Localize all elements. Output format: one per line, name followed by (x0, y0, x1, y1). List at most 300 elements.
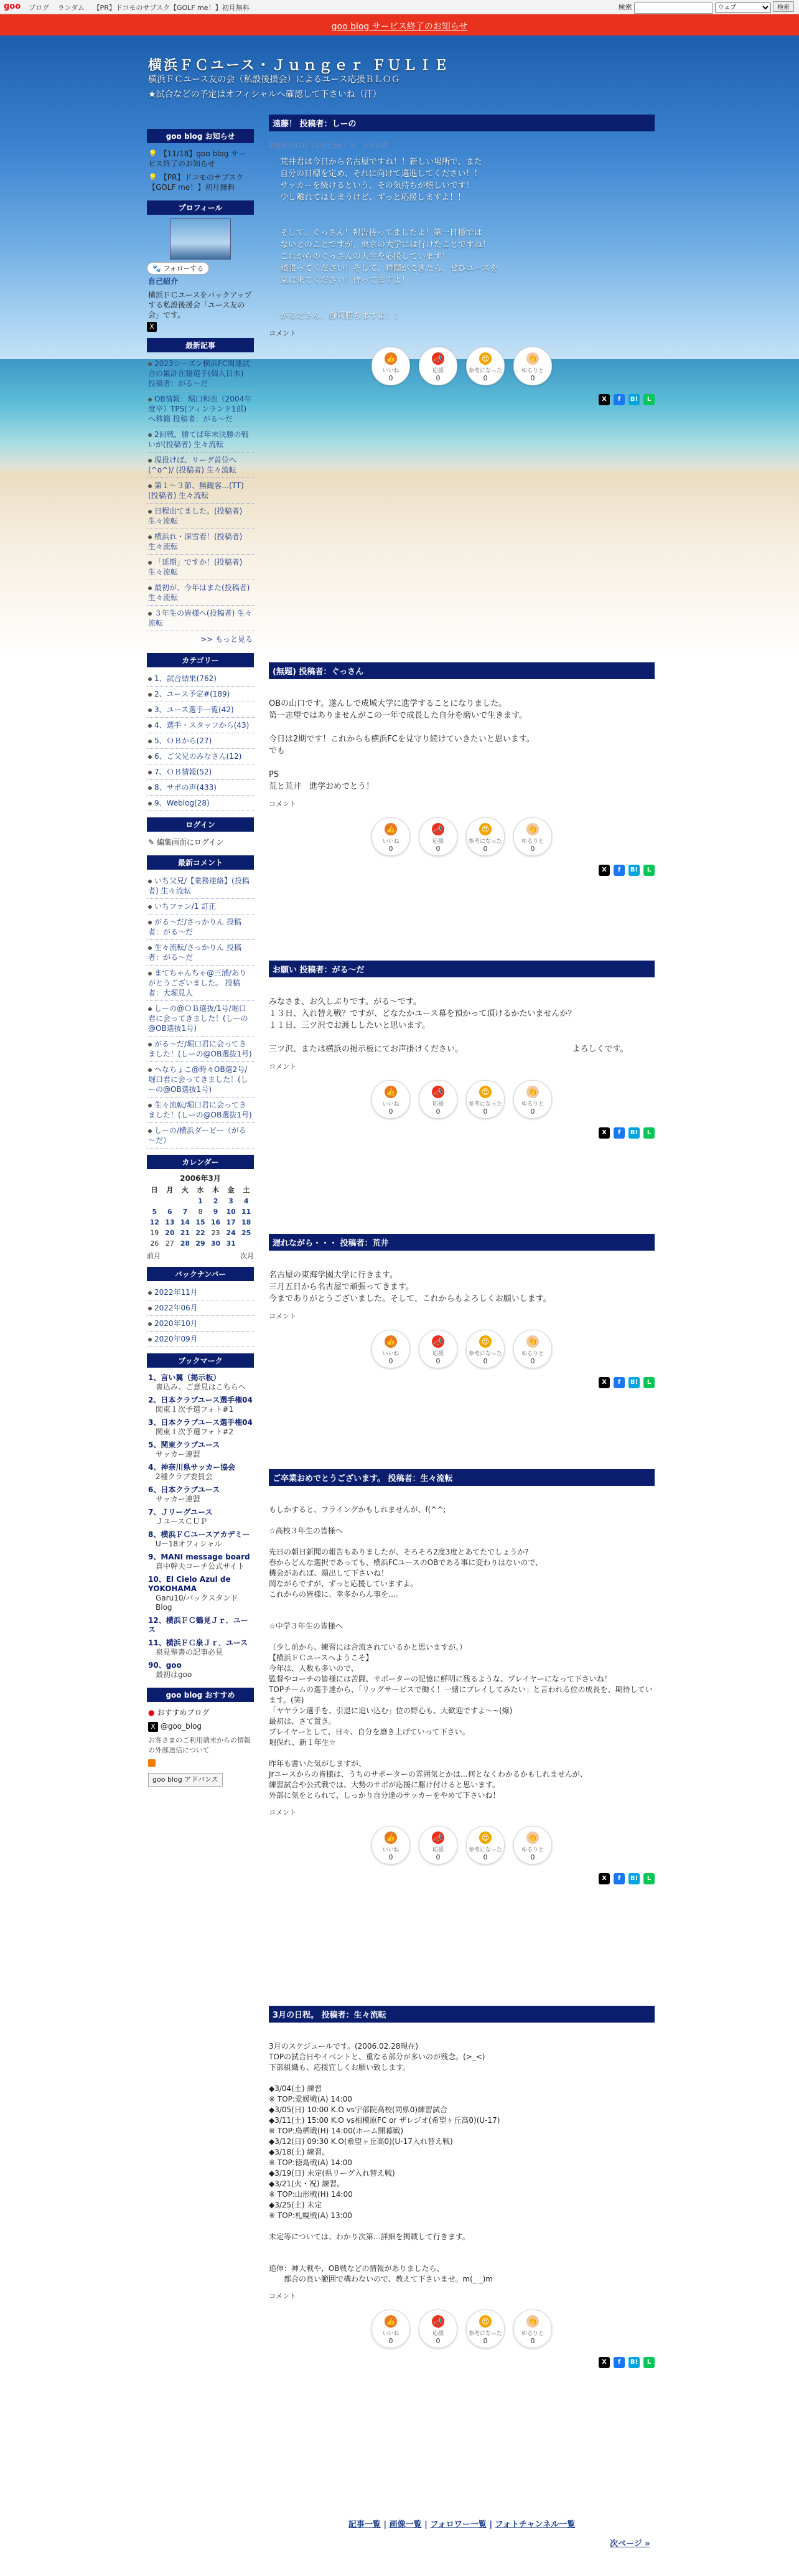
line-share-icon[interactable]: L (643, 2357, 655, 2368)
recent-post-item[interactable] (147, 529, 254, 555)
service-notice-link[interactable]: goo blog サービス終了のお知らせ (331, 22, 468, 32)
footer-links: 記事一覧 | 画像一覧 | フォロワー一覧 | フォトチャンネル一覧 (348, 2520, 576, 2529)
facebook-share-icon[interactable]: f (614, 1377, 625, 1388)
category-item[interactable] (147, 796, 254, 811)
follow-button[interactable] (147, 262, 209, 275)
post-body: みなさま、お久しぶりです。がる～です。 １３日、入れ替え戦？ですが、どなたかユース幕を預かって頂けるかたいませんか？ １１日、三ツ沢でお渡ししたいと思います。 三ツ沢、または横浜の掲示板にてお声掛けください。 よろしくです。 (269, 997, 628, 1054)
post-body: もしかすると、フライングかもしれませんが、f(^^; ☆高校３年生の皆様へ 先日の朝日新聞の報告もありましたが、そろそろ2度3度とあてたでしょうか? 春からどんな選択であっても、横浜FCユースのOBである事に変わりはないので、 機会があれば、顔出して下さいね！ 岡ながらですが、ずっと応援していますよ。 これからの皆様に、幸多からん事を…。 ☆中学３年生の皆様へ （少し前から、練習には合流されているかと思いますが。） 【横浜ＦＣユースへようこそ】 今年は、人数も多いので、 監督やコーチの皆様には苦闘、サポーターの記憶に鮮明に残るような、プレイヤーになって下さいね！ TOPチームの選手達から、「リッグサービスで働く！一緒にプレイしてみたい」と言われる位の成長を、期待しています。(笑) 「ヤヤラン選手を、引退に追い込む」位の野心も、大歓迎ですよ～~(爆) 最初は、さて置き。 プレイヤーとして、日々、自分を磨き上げていって下さい。 堀保れ、新１年生☆ 昨年も書いた気がしますが、 Jrユースからの皆様は、うちのサポーターの雰囲気とかは…何となくわかるかもしれませんが、 練習試合や公式戦では、大勢のサポが応援に駆け付けると思います。 外部に気をとられて、しっかり自分達のサッカーをやめて下さいね！ (269, 1505, 653, 1800)
hatena-share-icon[interactable]: B! (628, 1127, 640, 1139)
calendar-day: 23 (211, 1229, 220, 1237)
bullet-icon (148, 1068, 152, 1072)
comment-item[interactable] (147, 1001, 254, 1037)
bookmark-title[interactable]: 5、関東クラブユース (148, 1441, 220, 1449)
backnumber-link[interactable]: 2020年09月 (154, 1335, 198, 1343)
footer-link-photo-channels[interactable]: フォトチャンネル一覧 (495, 2520, 576, 2529)
calendar-day[interactable]: 7 (182, 1208, 188, 1216)
reaction-count: 0 (436, 374, 441, 382)
footer-link-articles[interactable]: 記事一覧 (348, 2520, 381, 2529)
comment-link[interactable]: がる～だ/さっかりん 投稿者：がる～だ (148, 918, 241, 936)
blog-post (269, 662, 655, 876)
goo-recommend-heading: goo blog おすすめ (147, 1688, 254, 1702)
backnumber-link[interactable]: 2022年06月 (154, 1304, 198, 1312)
comment-item[interactable] (147, 1123, 254, 1149)
category-link[interactable]: 8、サポの声(433) (154, 783, 217, 792)
recommend-blog-link[interactable] (147, 1706, 254, 1719)
clap-icon: 👏 (526, 2315, 539, 2328)
x-share-icon[interactable]: X (599, 865, 610, 876)
reaction-helpful[interactable] (466, 347, 505, 385)
share-buttons (269, 394, 655, 405)
recent-post-link[interactable]: ３年生の皆様へ(投稿者) 生々流転 (148, 609, 253, 628)
x-share-icon[interactable]: X (599, 2357, 610, 2368)
comment-link[interactable]: しーの@ＯＢ選抜/1号/堀口君に会ってきました！(しーの@OB選抜1号) (148, 1004, 248, 1033)
post-date[interactable]: 2006-03-05 21:01:56 | ５、サポの声 (269, 141, 390, 149)
recent-post-link[interactable]: 最初が、今年はまた(投稿者) 生々流転 (148, 583, 250, 602)
recent-post-link[interactable]: 現役けば、リーグ首位へ(^o^)/ (投稿者) 生々流転 (148, 456, 237, 474)
search-button[interactable]: 検索 (773, 1, 794, 12)
post-title[interactable]: 遅れながら・・・ 投稿者：荒井 (269, 1234, 655, 1251)
x-share-icon[interactable]: X (599, 394, 610, 405)
goo-notice-item[interactable] (147, 147, 254, 171)
line-share-icon[interactable]: L (643, 865, 655, 876)
category-heading: カテゴリー (147, 653, 254, 667)
thumbs-up-icon: 👍 (385, 823, 397, 835)
bookmark-title[interactable]: 11、横浜ＦＣ泉Ｊｒ．ユース (148, 1638, 248, 1647)
x-icon[interactable]: X (147, 322, 157, 332)
calendar-table (147, 1183, 254, 1249)
thumbs-up-icon: 👍 (385, 1086, 397, 1098)
calendar-day[interactable]: 16 (210, 1218, 221, 1226)
reaction-like[interactable] (371, 347, 410, 385)
backnumber-item[interactable] (147, 1285, 254, 1300)
topbar-link-random[interactable]: ランダム (57, 4, 85, 12)
goo-notice-text[interactable]: 【11/18】goo blog サービス終了のお知らせ (148, 149, 246, 168)
calendar-week-row (147, 1196, 254, 1206)
calendar-day[interactable]: 24 (226, 1229, 236, 1237)
hatena-share-icon[interactable]: B! (628, 1873, 640, 1884)
category-link[interactable]: 7、ＯＢ情報(52) (154, 768, 212, 776)
reaction-label: いいね (382, 2331, 400, 2337)
calendar-prev-link[interactable]: 前月 (147, 1252, 161, 1260)
recent-post-item[interactable] (147, 392, 254, 427)
comment-item[interactable] (147, 1098, 254, 1123)
bookmark-item[interactable] (147, 1528, 254, 1551)
blog-description-line-2: ★試合などの予定はオフィシャルへ確認して下さいね（汗） (148, 90, 381, 100)
clap-icon: 👏 (526, 1831, 539, 1844)
comments-heading: 最新コメント (147, 855, 254, 870)
profile-image[interactable] (170, 219, 231, 260)
reaction-clap[interactable] (513, 817, 552, 856)
calendar-day[interactable]: 6 (167, 1208, 172, 1216)
comment-link[interactable]: しーの/横浜ダービー（がる～だ） (148, 1126, 246, 1145)
recent-post-item[interactable] (147, 356, 254, 392)
comment-item[interactable] (147, 966, 254, 1001)
bookmark-item[interactable] (147, 1483, 254, 1506)
calendar-day[interactable]: 30 (210, 1239, 221, 1248)
post-title[interactable]: 遠藤！ 投稿者：しーの (269, 115, 655, 131)
reaction-clap[interactable] (513, 1826, 552, 1864)
reaction-label: ゆるりと (521, 1101, 544, 1107)
calendar-day[interactable]: 18 (241, 1218, 251, 1226)
calendar-day[interactable]: 3 (228, 1197, 233, 1205)
reaction-label: 参考になった (468, 2331, 502, 2337)
bullet-icon (148, 1129, 152, 1133)
bookmark-item[interactable] (147, 1371, 254, 1394)
bookmark-title[interactable]: 8、横浜ＦＣユースアカデミー (148, 1530, 250, 1539)
calendar-day[interactable]: 14 (180, 1218, 190, 1226)
login-link-text[interactable]: 編集画面にログイン (156, 838, 224, 847)
reaction-like[interactable] (371, 1330, 410, 1368)
calendar-day[interactable]: 9 (213, 1208, 218, 1216)
line-share-icon[interactable]: L (643, 1127, 655, 1139)
recent-post-link[interactable]: 2023シーズン横浜FC関連試合の累計在籍選手(個人日本) 投稿者：がる～だ (148, 359, 250, 388)
facebook-share-icon[interactable]: f (614, 865, 625, 876)
bookmark-item[interactable] (147, 1637, 254, 1659)
calendar-next-link[interactable]: 次月 (240, 1252, 254, 1260)
bullet-icon (148, 802, 152, 806)
comment-link[interactable]: ヘなちょこ@時々OB選2号/堀口君に会ってきました！(しーの@OB選抜1号) (148, 1065, 248, 1094)
hatena-share-icon[interactable]: B! (628, 394, 640, 405)
comment-link[interactable]: いち父兄/【業務連絡】(投稿者) 生々流転 (148, 877, 250, 895)
category-link[interactable]: 4、選手・スタッフから(43) (154, 721, 250, 730)
comment-link[interactable]: 生々流転/さっかりん 投稿者：がる～だ (148, 943, 241, 962)
calendar-day (177, 1196, 193, 1206)
recent-post-item[interactable] (147, 555, 254, 580)
blog-title[interactable]: 横浜ＦＣユース・Ｊｕｎｇｅｒ ＦＵＬＩＥ (148, 58, 450, 73)
x-share-icon[interactable]: X (599, 1377, 610, 1388)
sidebar (147, 123, 254, 1789)
reaction-label: ゆるりと (521, 368, 544, 374)
recent-post-item[interactable] (147, 427, 254, 453)
hatena-share-icon[interactable]: B! (628, 2357, 640, 2368)
bookmark-title[interactable]: 1、言い翼（掲示板） (148, 1373, 221, 1382)
goo-logo[interactable]: goo (4, 2, 21, 11)
reaction-label: ゆるりと (521, 1847, 544, 1853)
footer-link-images[interactable]: 画像一覧 (389, 2520, 422, 2529)
reaction-label: 応援 (432, 1101, 444, 1107)
bookmark-desc: 書込み、ご意見はこちらへ (156, 1383, 246, 1391)
comment-item[interactable] (147, 940, 254, 966)
recent-post-item[interactable] (147, 453, 254, 478)
calendar-day[interactable]: 4 (243, 1197, 249, 1205)
backnumber-item[interactable] (147, 1316, 254, 1332)
category-item[interactable] (147, 749, 254, 764)
recent-post-link[interactable]: 「延期」ですか！(投稿者) 生々流転 (148, 558, 243, 576)
comment-item[interactable] (147, 1037, 254, 1062)
category-item[interactable] (147, 733, 254, 749)
data-transmission-notice[interactable]: お客さまのご利用端末からの情報の外部送信について (148, 1736, 251, 1754)
next-page-link[interactable]: 次ページ » (610, 2539, 650, 2549)
comment-item[interactable] (147, 899, 254, 914)
weekday: 水 (197, 1186, 204, 1194)
post-title[interactable]: お願い 投稿者：がる～だ (269, 961, 655, 977)
calendar-day[interactable]: 17 (226, 1218, 236, 1226)
footer-link-followers[interactable]: フォロワー一覧 (430, 2520, 487, 2529)
reaction-count: 0 (483, 374, 488, 382)
reaction-count: 0 (530, 1853, 535, 1861)
category-item[interactable] (147, 702, 254, 718)
weekday: 日 (151, 1186, 158, 1194)
backnumber-link[interactable]: 2022年11月 (154, 1288, 198, 1297)
post-title[interactable]: ご卒業おめでとうございます。 投稿者：生々流転 (269, 1469, 655, 1486)
hatena-share-icon[interactable]: B! (628, 865, 640, 876)
reaction-label: いいね (382, 1847, 400, 1853)
calendar-day (162, 1196, 178, 1206)
comment-link[interactable]: 生々流転/堀口君に会ってきました！(しーの@OB選抜1号) (148, 1101, 252, 1119)
bullet-icon (148, 740, 152, 743)
post-title[interactable]: 3月の日程。 投稿者：生々流転 (269, 2006, 655, 2023)
category-item[interactable] (147, 671, 254, 687)
goo-blog-x-handle[interactable]: @goo_blog (160, 1722, 202, 1731)
reaction-helpful[interactable] (466, 817, 505, 856)
recent-post-link[interactable]: 横浜れ・深雪着！(投稿者) 生々流転 (148, 532, 243, 551)
thumbs-up-icon: 👍 (385, 352, 397, 365)
line-share-icon[interactable]: L (643, 1377, 655, 1388)
bookmark-desc: ＪユースＣＵＰ (156, 1517, 208, 1526)
reaction-label: 参考になった (468, 1101, 502, 1107)
calendar-week-row (147, 1206, 254, 1217)
comment-link[interactable]: いちファン/1 訂正 (154, 902, 217, 911)
backnumber-heading: バックナンバー (147, 1267, 254, 1281)
reaction-helpful[interactable] (466, 1826, 505, 1864)
sand-layer (0, 471, 799, 658)
bullet-icon (148, 484, 152, 488)
comment-item[interactable] (147, 873, 254, 899)
recommend-blog-text[interactable]: おすすめブログ (157, 1708, 210, 1717)
comment-item[interactable] (147, 1062, 254, 1098)
post-body: 3月のスケジュールです。(2006.02.28現在) TOPの試合日やイベントと、重なる部分が多いのが残念。(>_<) 下部組織も、応援宜しくお願い致します。 ◆3/04(土) 練習 ※ TOP:愛媛戦(A) 14:00 ◆3/05(日) 10:00 K.O vs宇部院高校(同県0)練習試合 ◆3/11(土) 15:00 K.O vs相模原FC or ザレジオ(希望ヶ丘高0)(U-17) ※ TOP:鳥栖戦(H) 14:00(ホーム開幕戦) ◆3/12(日) 09:30 K.O(希望ヶ丘高0)(U-17入れ替え戦) ◆3/18(土) 練習。 ※ TOP:徳島戦(A) 14:00 ◆3/19(日) 未定(県リーグ入れ替え戦) ◆3/21(火・祝) 練習。 ※ TOP:山形戦(H) 14:00 ◆3/25(土) 未定 ※ TOP:札幌戦(A) 13:00 未定等については、わかり次第…詳細を掲載して行きます。 追伸：神大戦や、OB戦などの情報がありましたら、 都合の良い範囲で構わないので、教えて下さいませ。m(_ _)m (269, 2042, 500, 2283)
reaction-count: 0 (436, 845, 441, 853)
bullet-icon (148, 612, 152, 616)
bookmark-item[interactable] (147, 1461, 254, 1483)
topbar-search (619, 1, 795, 14)
calendar-day[interactable]: 12 (149, 1218, 159, 1226)
line-share-icon[interactable]: L (643, 1873, 655, 1884)
goo-notice-text[interactable]: 【PR】ドコモのサブスク【GOLF me！】初月無料 (148, 173, 244, 192)
facebook-share-icon[interactable]: f (614, 1873, 625, 1884)
megaphone-icon: 📣 (432, 1335, 444, 1348)
calendar-day[interactable]: 20 (165, 1229, 175, 1237)
comment-link[interactable]: コメント (269, 800, 296, 808)
megaphone-icon: 📣 (432, 823, 444, 835)
reaction-like[interactable] (371, 1080, 410, 1119)
recent-post-link[interactable]: 2回戦、勝てば年末決勝の戦いが(投稿者) 生々流転 (148, 430, 249, 449)
comment-link[interactable]: コメント (269, 1312, 296, 1320)
login-link[interactable] (147, 835, 254, 849)
reaction-helpful[interactable] (466, 1080, 505, 1119)
reaction-clap[interactable] (513, 1080, 552, 1119)
comment-link[interactable]: コメント (269, 2292, 296, 2300)
recent-posts-list (147, 356, 254, 631)
facebook-share-icon[interactable]: f (614, 394, 625, 405)
comment-link[interactable]: まてちゃんちゃ@三浦/ありがとうございました。 投稿者：大堀見人 (148, 969, 247, 997)
category-item[interactable] (147, 687, 254, 702)
calendar-day[interactable]: 13 (165, 1218, 175, 1226)
calendar-day[interactable]: 5 (152, 1208, 157, 1216)
reaction-count: 0 (530, 374, 535, 382)
bullet-icon (148, 433, 152, 437)
reaction-cheer[interactable] (419, 1330, 457, 1368)
bookmark-item[interactable] (147, 1439, 254, 1461)
line-share-icon[interactable]: L (643, 394, 655, 405)
reaction-buttons (269, 1826, 655, 1864)
calendar-heading: カレンダー (147, 1155, 254, 1169)
bookmark-title[interactable]: 4、神奈川県サッカー協会 (148, 1463, 236, 1472)
category-item[interactable] (147, 764, 254, 780)
blog-post (269, 1234, 655, 1388)
bookmark-title[interactable]: 12、横浜ＦＣ鶴見Ｊｒ．ユース (148, 1616, 248, 1634)
heart-eyes-icon: 😍 (479, 1831, 492, 1844)
recent-more-link[interactable]: >> もっと見る (200, 635, 253, 644)
recent-post-link[interactable]: 日程出てました。(投稿者) 生々流転 (148, 507, 243, 525)
topbar-link-blog[interactable]: ブログ (29, 4, 49, 12)
bullet-icon (148, 561, 152, 565)
category-item[interactable] (147, 718, 254, 733)
bookmark-title[interactable]: 2、日本クラブユース選手権04 (148, 1396, 253, 1404)
thumbs-up-icon: 👍 (385, 1831, 397, 1844)
backnumber-item[interactable] (147, 1300, 254, 1316)
facebook-share-icon[interactable]: f (614, 1127, 625, 1139)
calendar-day[interactable]: 2 (213, 1197, 218, 1205)
bookmark-item[interactable] (147, 1659, 254, 1681)
blog-post (269, 115, 655, 405)
calendar-day[interactable]: 21 (180, 1229, 190, 1237)
hatena-share-icon[interactable]: B! (628, 1377, 640, 1388)
bookmark-desc: Garu10/バックスタンドBlog (156, 1594, 238, 1612)
goo-blog-advance-badge[interactable]: goo blog アドバンス (148, 1773, 223, 1787)
reaction-cheer[interactable] (419, 2310, 457, 2348)
reaction-cheer[interactable] (419, 347, 457, 385)
thumbs-up-icon: 👍 (385, 1335, 397, 1348)
bookmark-title[interactable]: 7、Ｊリーグユース (148, 1508, 213, 1516)
category-link[interactable]: 3、ユース選手一覧(42) (154, 705, 234, 714)
calendar-day[interactable]: 22 (195, 1229, 205, 1237)
reaction-buttons (269, 2310, 655, 2348)
bookmark-title[interactable]: 6、日本クラブユース (148, 1485, 220, 1494)
calendar-day[interactable]: 11 (241, 1208, 251, 1216)
category-item[interactable] (147, 780, 254, 796)
comment-link[interactable]: コメント (269, 1063, 296, 1071)
heart-eyes-icon: 😍 (479, 1335, 492, 1348)
reaction-label: 参考になった (468, 1351, 502, 1357)
comment-link[interactable]: コメント (269, 1808, 296, 1817)
reaction-clap[interactable] (513, 2310, 552, 2348)
calendar-week-row (147, 1228, 254, 1238)
bookmark-item[interactable] (147, 1506, 254, 1528)
backnumber-item[interactable] (147, 1332, 254, 1347)
comment-item[interactable] (147, 914, 254, 940)
pencil-icon: ✎ (148, 838, 155, 847)
bullet-icon (148, 946, 152, 950)
reaction-label: 応援 (432, 2331, 444, 2337)
bookmark-title[interactable]: 90、goo (148, 1661, 182, 1670)
reaction-like[interactable] (371, 2310, 410, 2348)
bulb-icon: 💡 (148, 149, 157, 158)
calendar-day: 8 (198, 1208, 203, 1216)
backnumber-link[interactable]: 2020年10月 (154, 1319, 198, 1328)
category-link[interactable]: 2、ユース予定#(189) (154, 690, 230, 698)
calendar-nav (147, 1251, 254, 1261)
bookmark-item[interactable] (147, 1416, 254, 1439)
reaction-count: 0 (483, 2337, 488, 2345)
category-link[interactable]: 1、試合結果(762) (154, 674, 217, 683)
comment-link[interactable]: がる～だ/堀口君に会ってきました！(しーの@OB選抜1号) (148, 1040, 252, 1058)
calendar-day[interactable]: 31 (226, 1239, 236, 1248)
recent-post-item[interactable] (147, 606, 254, 631)
comment-link[interactable]: コメント (269, 329, 296, 337)
calendar-day[interactable]: 29 (195, 1239, 205, 1248)
bookmark-item[interactable] (147, 1573, 254, 1614)
blog-post (269, 2006, 655, 2368)
reaction-cheer[interactable] (419, 1080, 457, 1119)
weekday: 木 (212, 1186, 220, 1194)
bookmark-item[interactable] (147, 1394, 254, 1416)
calendar-day[interactable]: 10 (226, 1208, 236, 1216)
bookmark-title[interactable]: 9、MANI message board (148, 1553, 250, 1561)
rss-icon[interactable] (147, 1757, 254, 1771)
login-heading: ログイン (147, 817, 254, 832)
bookmark-item[interactable] (147, 1614, 254, 1637)
bookmark-item[interactable] (147, 1551, 254, 1573)
reaction-label: ゆるりと (521, 2331, 544, 2337)
x-share-icon[interactable]: X (599, 1127, 610, 1139)
bookmark-desc: サッカー連盟 (156, 1450, 200, 1459)
search-scope-select[interactable] (715, 2, 771, 13)
reaction-buttons (269, 1080, 655, 1119)
bookmark-title[interactable]: 3、日本クラブユース選手権04 (148, 1418, 253, 1427)
bullet-icon (148, 677, 152, 681)
heart-eyes-icon: 😍 (479, 823, 492, 835)
goo-notice-item[interactable] (147, 171, 254, 194)
reaction-cheer[interactable] (419, 817, 457, 856)
heart-eyes-icon: 😍 (479, 352, 492, 365)
x-share-icon[interactable]: X (599, 1873, 610, 1884)
reaction-count: 0 (530, 2337, 535, 2345)
category-link[interactable]: 9、Weblog(28) (154, 799, 210, 807)
calendar-day[interactable]: 15 (195, 1218, 205, 1226)
reaction-helpful[interactable] (466, 1330, 505, 1368)
category-link[interactable]: 5、ＯＢから(27) (154, 736, 212, 745)
search-input[interactable] (634, 2, 713, 14)
bullet-icon (148, 510, 152, 514)
bookmark-title[interactable]: 10、El Cielo Azul de YOKOHAMA (148, 1575, 231, 1593)
calendar-day[interactable]: 1 (198, 1197, 203, 1205)
calendar-day: 26 (150, 1239, 159, 1248)
reaction-like[interactable] (371, 817, 410, 856)
bullet-icon (148, 708, 152, 712)
category-link[interactable]: 6、ご父兄のみなさん(12) (154, 752, 242, 761)
bullet-icon (148, 1322, 152, 1326)
recent-post-item[interactable] (147, 478, 254, 504)
reaction-clap[interactable] (513, 1330, 552, 1368)
recent-post-item[interactable] (147, 580, 254, 606)
calendar-day[interactable]: 28 (180, 1239, 190, 1248)
facebook-share-icon[interactable]: f (614, 2357, 625, 2368)
recent-post-item[interactable] (147, 504, 254, 529)
calendar-day[interactable]: 25 (241, 1229, 251, 1237)
goo-blog-x-link[interactable] (147, 1719, 254, 1734)
recent-post-link[interactable]: OB情報：堀口和也（2004年度卒）TPS(フィンランド1部)へ移籍 投稿者：がる～だ (148, 395, 252, 423)
recent-post-link[interactable]: 第１～３節、無観客…(TT)(投稿者) 生々流転 (148, 481, 244, 500)
reaction-cheer[interactable] (419, 1826, 457, 1864)
reaction-helpful[interactable] (466, 2310, 505, 2348)
reaction-like[interactable] (371, 1826, 410, 1864)
post-title[interactable]: (無題) 投稿者：ぐっさん (269, 662, 655, 679)
bullet-icon (148, 755, 152, 759)
topbar-link-pr[interactable]: 【PR】ドコモのサブスク【GOLF me！】初月無料 (93, 4, 250, 12)
reaction-clap[interactable] (513, 347, 552, 385)
bullet-icon (148, 535, 152, 539)
